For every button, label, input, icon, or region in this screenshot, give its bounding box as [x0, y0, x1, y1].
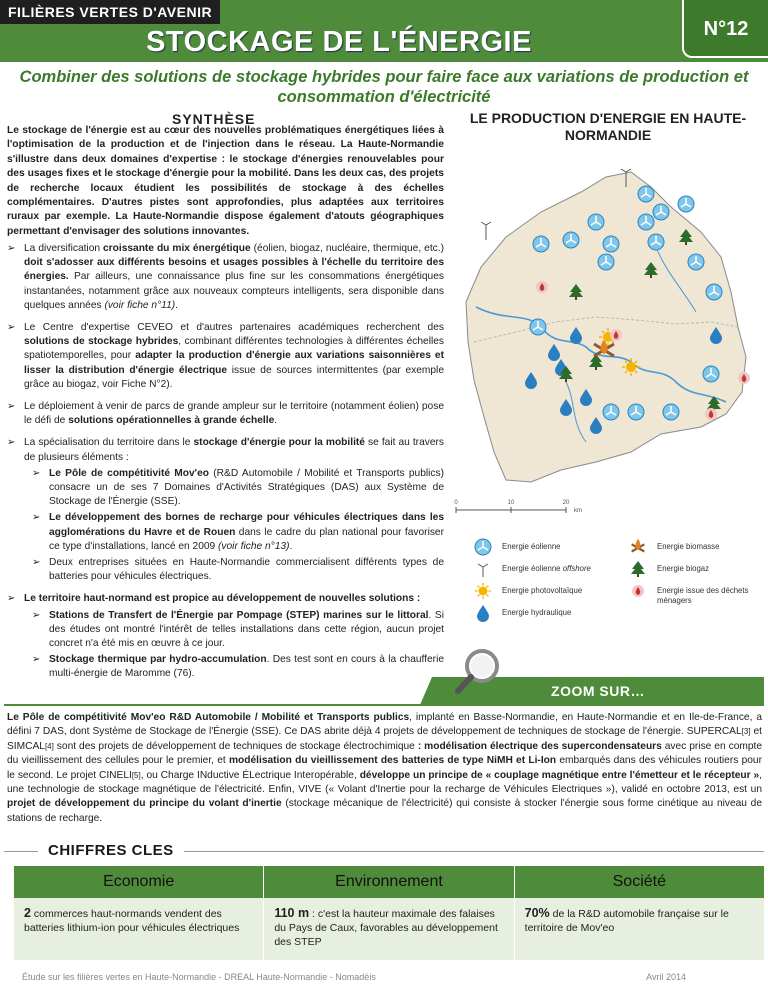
synthese-intro: Le stockage de l'énergie est au cœur des nouvelles problématiques énergétiques liées à l'optimisation de la production et de l'injection dans le réseau. La Haute-Normandie s'illustre dans deux domaines d'expertise : le stockage d'énergies renouvelables pour des usages fixes et le stockage d'énergie pour la mobilité. Dans les deux cas, des projets de recherche locaux étudient les possibilités de stockage à des échelles complémentaires. D'autres pistes sont approfondies, plus adaptées aux territoires ruraux par exemple. La Haute-Normandie dispose également d'atouts géographiques permettant d'envisager des solutions innovantes. — [7, 125, 444, 237]
sub-bullet-moveo: ➢ Le Pôle de compétitivité Mov'eo (R&D Automobile / Mobilité et Transports publics) consacre un de ses 7 Domaines d'Activités Stratégiques (DAS) aux Système de Stockage de l'Énergie (SSE). — [32, 467, 444, 510]
synthese-bullets — [7, 242, 444, 684]
legend-dechets: Energie issue des déchets ménagers — [629, 582, 759, 606]
scale-tick-10: 10 — [507, 500, 515, 506]
production-title: LE PRODUCTION D'ENERGIE EN HAUTE-NORMANDIE — [469, 110, 747, 143]
fire-icon — [629, 538, 647, 556]
scale-unit: km — [574, 508, 582, 514]
bullet-territoire: ➢ Le territoire haut-normand est propice au développement de nouvelles solutions : — [7, 592, 444, 606]
figure-societe: 70% de la R&D automobile française sur le territoire de Mov'eo — [524, 906, 729, 934]
col-environnement: Environnement — [264, 866, 514, 898]
sun-icon — [474, 582, 492, 600]
col-economie: Economie — [14, 866, 264, 898]
zoom-divider — [4, 704, 764, 706]
legend-biomasse: Energie biomasse — [629, 538, 719, 556]
map-legend — [474, 532, 764, 642]
legend-hydro: Energie hydraulique — [474, 604, 571, 622]
footer-date: Avril 2014 — [646, 972, 686, 982]
waste-flame-icon — [629, 582, 647, 600]
sub-bullet-batteries: ➢ Deux entreprises situées en Haute-Normandie commercialisent différents types de batteries pour véhicules électriques. — [32, 556, 444, 584]
legend-offshore: Energie éolienne offshore — [474, 560, 591, 578]
series-tag: FILIÈRES VERTES D'AVENIR — [0, 0, 220, 24]
magnifier-icon — [452, 646, 508, 696]
haute-normandie-map — [446, 152, 764, 520]
zoom-heading: ZOOM SUR… — [432, 677, 764, 705]
legend-pv: Energie photovoltaïque — [474, 582, 582, 600]
sub-bullet-thermique: ➢ Stockage thermique par hydro-accumulation. Des test sont en cours à la chaufferie multi-énergie de Maromme (76). — [32, 653, 444, 681]
sub-bullet-bornes: ➢ Le développement des bornes de recharge pour véhicules électriques dans les agglomérations du Havre et de Rouen dans le cadre du plan national pour favoriser ce type d'installations, lancé en 2009 (voir fiche n°13). — [32, 511, 444, 554]
zoom-paragraph: Le Pôle de compétitivité Mov'eo R&D Automobile / Mobilité et Transports publics, implanté en Basse-Normandie, en Haute-Normandie et en Ile-de-France, a défini 7 DAS, dont Système de Stockage de l'Énergie (SSE). Ce DAS abrite déjà 4 projets de développement de techniques de stockage de l'énergie. SUPERCAL[3] et SIMCAL[4] sont des projets de développement de techniques de stockage électrochimique : modélisation électrique des supercondensateurs avec prise en compte du vieillissement des cellules pour le premier, et modélisation du vieillissement des batteries de type NiMH et Li-Ion embarqués dans des véhicules routiers pour le second. Le projet CINELI[5], ou Charge INductive ÉLectrique Interopérable, développe un principe de « couplage magnétique entre l'émetteur et le récepteur », une technologie de stockage magnétique de l'électricité. Enfin, VIVE (« Volant d'Inertie pour la recharge de Véhicules Electriques »), validé en octobre 2013, est un projet de développement du principe du volant d'inertie (stockage mécanique de l'électricité) qui consiste à stocker l'énergie sous forme cinétique au niveau de stations de recharge. — [7, 712, 763, 824]
chiffres-values-row — [14, 898, 764, 960]
page-subtitle: Combiner des solutions de stockage hybrides pour faire face aux variations de production et consommation d'électricité — [19, 68, 749, 106]
bullet-mix-energetique: ➢ La diversification croissante du mix énergétique (éolien, biogaz, nucléaire, thermique, etc.) doit s'adosser aux différents besoins et usages possibles à l'échelle du territoire des énergies. Par ailleurs, une connaissance plus fine sur les consommations énergétiques instantanées, notamment grâce aux nouveaux compteurs intelligents, sera disponible dans quelques années (voir fiche n°11). — [7, 242, 444, 313]
col-societe: Société — [612, 873, 666, 890]
scale-tick-20: 20 — [562, 500, 570, 506]
bullet-deploiement: ➢ Le déploiement à venir de parcs de grande ampleur sur le territoire (notamment éolien) pose le défi de solutions opérationnelles à grande échelle. — [7, 400, 444, 428]
figure-environnement: 110 m : c'est la hauteur maximale des falaises du Pays de Caux, favorables au développement des STEP — [264, 898, 514, 960]
chiffres-header-row — [14, 866, 764, 898]
offshore-turbine-icon — [474, 560, 492, 578]
scale-tick-0: 0 — [454, 500, 458, 506]
bullet-mobilite: ➢ La spécialisation du territoire dans le stockage d'énergie pour la mobilité se fait au travers de plusieurs éléments : — [7, 436, 444, 464]
chiffres-heading: CHIFFRES CLES — [38, 842, 184, 862]
bullet-ceveo: ➢ Le Centre d'expertise CEVEO et d'autres partenaires académiques recherchent des solutions de stockage hybrides, combinant différentes technologies à différentes échelles spatiotemporelles, pour adapter la production d'énergie aux variations saisonnières et lisser la distribution d'énergie électrique issue de sources intermittentes (par exemple grâce au biogaz, voir Fiche N°2). — [7, 321, 444, 392]
legend-biogaz: Energie biogaz — [629, 560, 709, 578]
tree-icon — [629, 560, 647, 578]
page-title: STOCKAGE DE L'ÉNERGIE — [146, 26, 532, 58]
wind-turbine-icon — [474, 538, 492, 556]
figure-economie: 2 commerces haut-normands vendent des batteries lithium-ion pour véhicules électriques — [14, 898, 264, 960]
water-drop-icon — [474, 604, 492, 622]
footer-source: Étude sur les filières vertes en Haute-Normandie - DREAL Haute-Normandie - Nomadéis — [22, 972, 376, 982]
sub-bullet-step: ➢ Stations de Transfert de l'Énergie par Pompage (STEP) marines sur le littoral. Si des études ont montré l'intérêt de telles installations dans cette région, aucun projet concret n'a été mis en œuvre à ce jour. — [32, 609, 444, 652]
synthese-heading: SYNTHÈSE — [172, 111, 256, 127]
legend-eolien: Energie éolienne — [474, 538, 561, 556]
sheet-number: N°12 — [682, 0, 768, 58]
